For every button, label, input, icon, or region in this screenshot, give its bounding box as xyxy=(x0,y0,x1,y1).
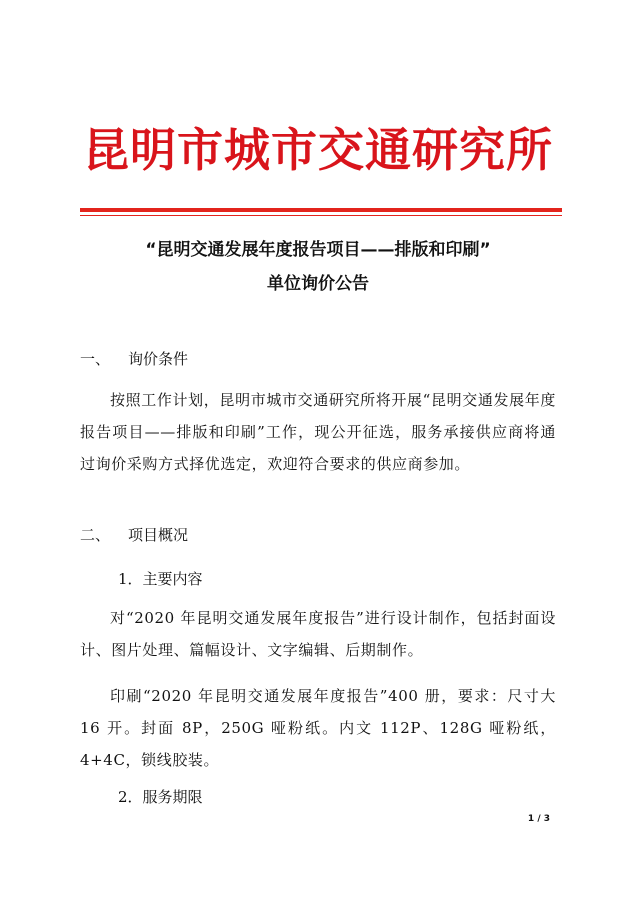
subsection-1-paragraph-2: 印刷“2020 年昆明交通发展年度报告”400 册，要求：尺寸大 16 开。封面 8P，250G 哑粉纸。内文 112P、128G 哑粉纸，4+4C，锁线胶装。 xyxy=(80,687,556,769)
organization-name: 昆明市城市交通研究所 xyxy=(83,123,553,177)
section-1-title: 询价条件 xyxy=(128,350,189,368)
document-title-line-1: “昆明交通发展年度报告项目——排版和印刷” xyxy=(145,240,491,260)
letterhead-rule-thin xyxy=(80,215,562,216)
section-1-paragraph: 按照工作计划，昆明市城市交通研究所将开展“昆明交通发展年度报告项目——排版和印刷”工作，现公开征选，服务承接供应商将通过询价采购方式择优选定，欢迎符合要求的供应商参加。 xyxy=(80,391,556,473)
subsection-2-title: 2．服务期限 xyxy=(118,788,203,806)
section-2-title: 项目概况 xyxy=(128,526,189,544)
section-2-number: 二、 xyxy=(80,526,111,544)
section-1-number: 一、 xyxy=(80,350,111,368)
document-title-line-2: 单位询价公告 xyxy=(267,274,369,294)
section-2-heading xyxy=(80,524,188,546)
subsection-1-title: 1．主要内容 xyxy=(118,570,203,588)
subsection-1-paragraph-1: 对“2020 年昆明交通发展年度报告”进行设计制作，包括封面设计、图片处理、篇幅设计、文字编辑、后期制作。 xyxy=(80,609,556,659)
page-number: 1 / 3 xyxy=(527,814,550,824)
section-1-heading xyxy=(80,348,188,370)
letterhead-rule-thick xyxy=(80,208,562,212)
